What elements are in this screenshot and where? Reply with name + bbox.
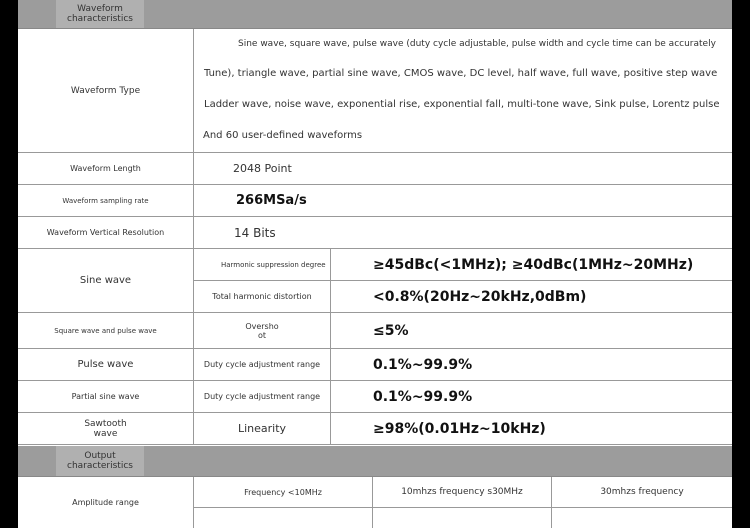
label-overshoot: Overshoot [194,313,331,349]
label-amplitude: Amplitude range [18,477,194,528]
row-sawtooth [18,413,732,445]
section-header-output [18,446,732,477]
spec-table [18,0,732,528]
waveform-type-line-4: And 60 user-defined waveforms [203,130,363,141]
row-pulse-wave [18,349,732,381]
amplitude-col-2-value [373,508,552,528]
value-partial-sine-duty-cycle: 0.1%~99.9% [331,381,732,413]
label-vertical-resolution: Waveform Vertical Resolution [18,217,194,249]
amplitude-col-3: 30mhzs frequency [552,477,732,508]
label-harmonic-suppression: Harmonic suppression degree [194,249,331,281]
label-total-harmonic-distortion: Total harmonic distortion [194,281,331,313]
row-waveform-length [18,153,732,185]
label-pulse-duty-cycle: Duty cycle adjustment range [194,349,331,381]
amplitude-col-2: 10mhzs frequency s30MHz [373,477,552,508]
label-pulse-wave: Pulse wave [18,349,194,381]
value-total-harmonic-distortion: <0.8%(20Hz~20kHz,0dBm) [331,281,732,313]
row-sine-wave [18,249,732,313]
label-partial-sine: Partial sine wave [18,381,194,413]
value-linearity: ≥98%(0.01Hz~10kHz) [331,413,732,445]
row-square-pulse [18,313,732,349]
row-partial-sine [18,381,732,413]
value-waveform-type [194,29,732,153]
value-overshoot: ≤5% [331,313,732,349]
label-linearity: Linearity [194,413,331,445]
label-sine-wave: Sine wave [18,249,194,313]
amplitude-col-1: Frequency <10MHz [194,477,373,508]
label-waveform-type: Waveform Type [18,29,194,153]
amplitude-col-1-value [194,508,373,528]
value-vertical-resolution: 14 Bits [194,217,732,249]
value-harmonic-suppression: ≥45dBc(<1MHz); ≥40dBc(1MHz~20MHz) [331,249,732,281]
waveform-type-line-2: Tune), triangle wave, partial sine wave, CMOS wave, DC level, half wave, full wave, positive step wave [204,68,718,79]
value-sampling-rate: 266MSa/s [194,185,732,217]
row-vertical-resolution [18,217,732,249]
row-amplitude [18,477,732,528]
waveform-type-line-3: Ladder wave, noise wave, exponential rise, exponential fall, multi-tone wave, Sink pulse, Lorentz pulse [204,99,720,110]
section-title-output: Output characteristics [56,446,144,476]
row-waveform-type [18,29,732,153]
value-pulse-duty-cycle: 0.1%~99.9% [331,349,732,381]
section-header-waveform [18,0,732,29]
waveform-type-line-1: Sine wave, square wave, pulse wave (duty cycle adjustable, pulse width and cycle time can be accurately [238,39,716,49]
amplitude-col-3-value [552,508,732,528]
label-partial-sine-duty-cycle: Duty cycle adjustment range [194,381,331,413]
label-waveform-length: Waveform Length [18,153,194,185]
row-sampling-rate [18,185,732,217]
label-sampling-rate: Waveform sampling rate [18,185,194,217]
value-waveform-length: 2048 Point [194,153,732,185]
label-square-pulse: Square wave and pulse wave [18,313,194,349]
label-sawtooth: Sawtooth wave [18,413,194,445]
section-title-waveform: Waveform characteristics [56,0,144,28]
